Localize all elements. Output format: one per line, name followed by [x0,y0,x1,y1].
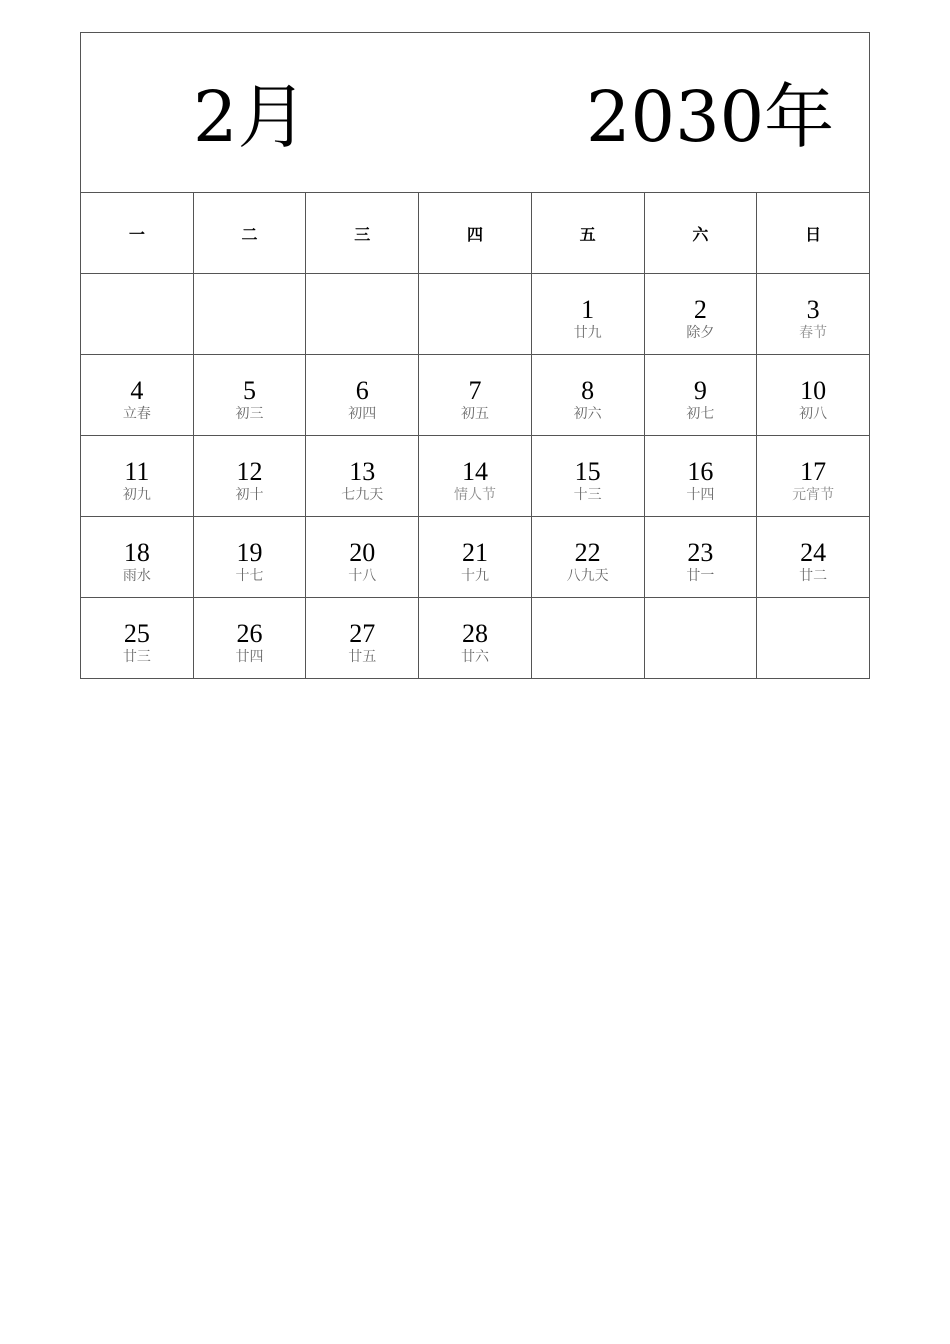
day-cell [644,436,757,517]
weekday-mon: 一 [81,193,194,274]
lunar-date: 初十 [235,487,264,503]
day-number: 21 [461,538,488,567]
day-cell [81,274,194,355]
lunar-date: 初三 [235,406,264,422]
day-number: 23 [687,538,714,567]
day-cell [306,355,419,436]
day-cell [419,517,532,598]
day-cell [419,598,532,679]
lunar-date: 廿九 [573,325,602,341]
week-row [81,436,870,517]
day-cell [757,598,870,679]
day-number: 18 [123,538,150,567]
day-cell [81,598,194,679]
day-number: 5 [243,376,257,405]
weekday-wed: 三 [306,193,419,274]
day-cell [644,355,757,436]
day-cell [193,598,306,679]
day-cell [757,274,870,355]
day-number: 7 [468,376,482,405]
lunar-date: 廿四 [235,649,264,665]
week-row [81,517,870,598]
lunar-date: 廿六 [460,649,489,665]
lunar-date: 立春 [122,406,151,422]
day-number: 14 [461,457,488,486]
week-row [81,598,870,679]
week-row [81,274,870,355]
day-number: 6 [355,376,369,405]
lunar-date: 雨水 [122,568,151,584]
day-number: 1 [581,295,595,324]
day-cell [757,517,870,598]
weekday-sat: 六 [644,193,757,274]
day-number: 15 [574,457,601,486]
calendar-title-cell [81,33,870,193]
lunar-date: 初八 [799,406,828,422]
day-cell [644,274,757,355]
calendar-weeks [81,274,870,679]
day-number: 8 [581,376,595,405]
lunar-date: 十三 [573,487,602,503]
day-number: 2 [693,295,707,324]
day-cell [81,436,194,517]
lunar-date: 除夕 [686,325,715,341]
day-cell [306,274,419,355]
day-number: 26 [236,619,263,648]
lunar-date: 廿二 [799,568,828,584]
day-cell [531,355,644,436]
day-number: 9 [693,376,707,405]
day-cell [757,436,870,517]
day-number: 25 [123,619,150,648]
day-cell [419,436,532,517]
lunar-date: 初五 [460,406,489,422]
day-cell [193,355,306,436]
lunar-date: 七九天 [341,487,384,503]
month-title: 2月 [193,76,308,158]
weekday-header-row [81,193,870,274]
day-cell [644,517,757,598]
lunar-date: 十九 [460,568,489,584]
year-title: 2030年 [586,76,835,158]
day-number: 27 [349,619,376,648]
day-cell [193,436,306,517]
day-number: 19 [236,538,263,567]
weekday-tue: 二 [193,193,306,274]
lunar-date: 春节 [799,325,828,341]
day-number: 16 [687,457,714,486]
day-number: 20 [349,538,376,567]
day-number: 3 [806,295,820,324]
lunar-date: 十四 [686,487,715,503]
day-number: 11 [124,457,150,486]
calendar-header [81,33,870,193]
day-cell [531,517,644,598]
day-cell [306,517,419,598]
lunar-date: 廿五 [348,649,377,665]
day-number: 4 [130,376,144,405]
day-number: 24 [800,538,827,567]
day-cell [644,598,757,679]
lunar-date: 初七 [686,406,715,422]
day-cell [193,517,306,598]
day-number: 10 [800,376,827,405]
lunar-date: 十七 [235,568,264,584]
lunar-date: 八九天 [566,568,609,584]
day-cell [306,436,419,517]
day-cell [531,274,644,355]
day-cell [419,274,532,355]
lunar-date: 十八 [348,568,377,584]
lunar-date: 初六 [573,406,602,422]
day-number: 28 [461,619,488,648]
day-number: 12 [236,457,263,486]
lunar-date: 初四 [348,406,377,422]
lunar-date: 情人节 [453,487,496,503]
day-cell [531,436,644,517]
day-number: 22 [574,538,601,567]
day-number: 13 [349,457,376,486]
day-cell [81,355,194,436]
week-row [81,355,870,436]
calendar-table [80,32,870,679]
day-cell [757,355,870,436]
lunar-date: 初九 [122,487,151,503]
day-cell [306,598,419,679]
weekday-thu: 四 [419,193,532,274]
weekday-sun: 日 [757,193,870,274]
day-cell [193,274,306,355]
day-cell [531,598,644,679]
lunar-date: 元宵节 [792,487,835,503]
day-number: 17 [800,457,827,486]
weekday-fri: 五 [531,193,644,274]
day-cell [81,517,194,598]
day-cell [419,355,532,436]
lunar-date: 廿一 [686,568,715,584]
lunar-date: 廿三 [122,649,151,665]
